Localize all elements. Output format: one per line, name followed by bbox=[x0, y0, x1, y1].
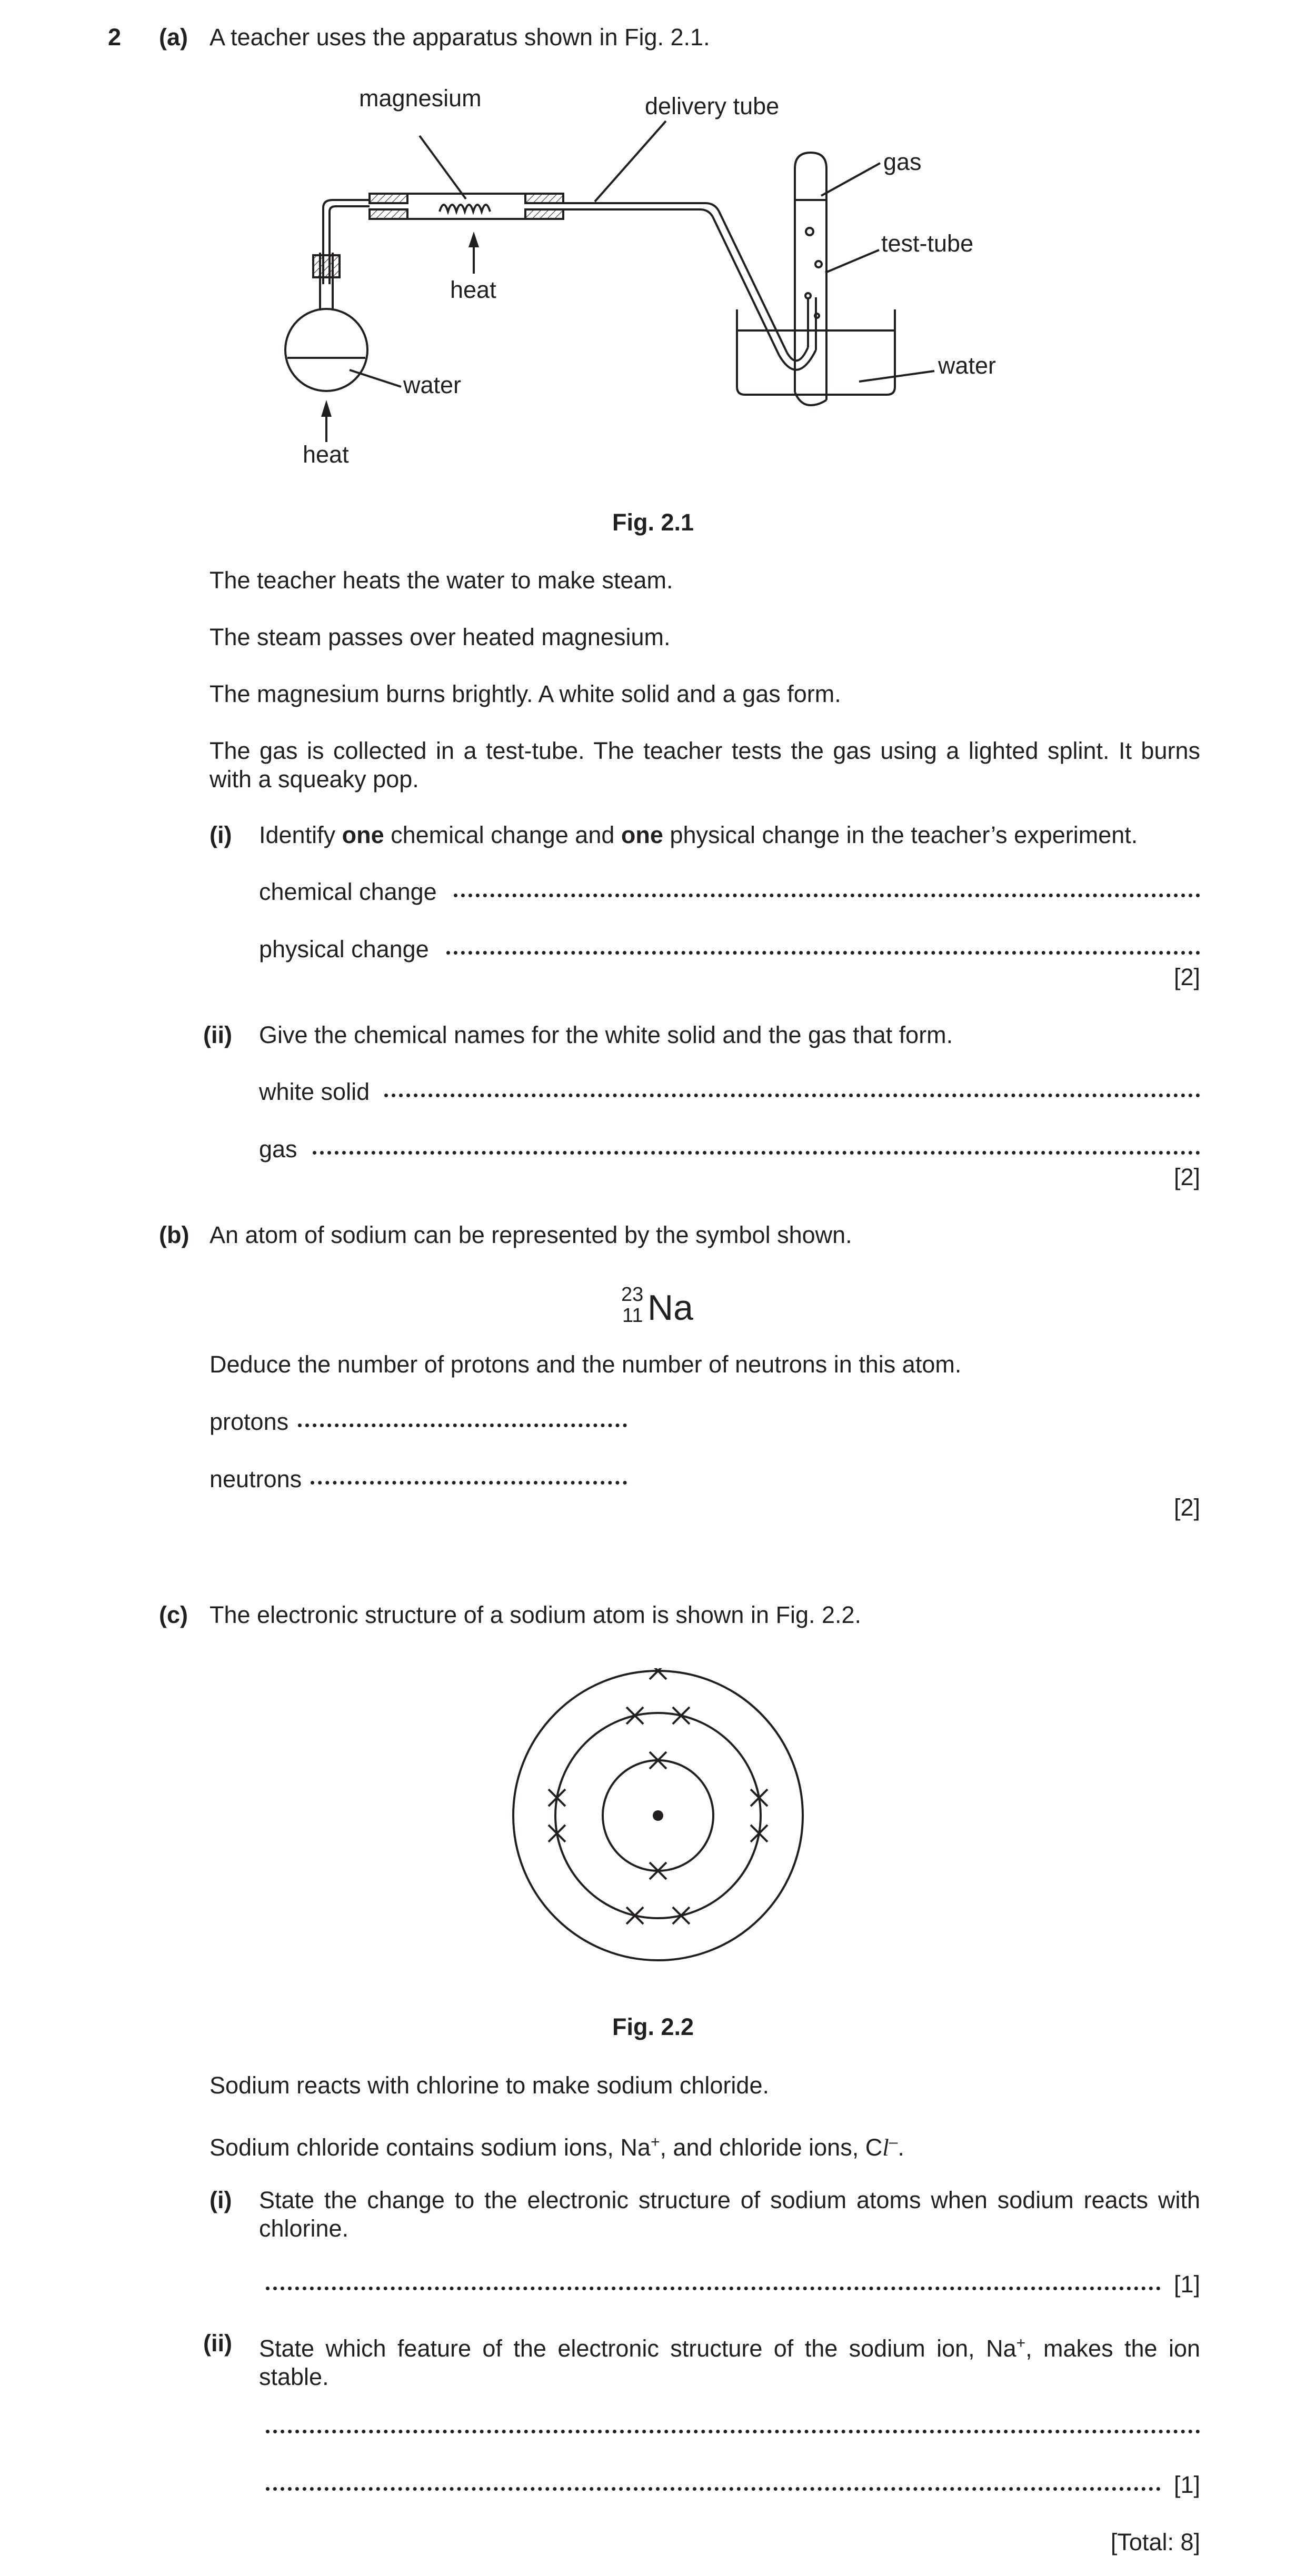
paragraph-steam: The teacher heats the water to make steam. bbox=[210, 567, 673, 594]
part-a-ii-question: Give the chemical names for the white solid and the gas that form. bbox=[259, 1021, 953, 1048]
fig-2-2-caption: Fig. 2.2 bbox=[612, 2013, 694, 2040]
part-a-i-label: (i) bbox=[210, 821, 232, 848]
atomic-number: 11 bbox=[622, 1305, 643, 1327]
magnesium-coil bbox=[440, 205, 490, 212]
part-a-ii-label: (ii) bbox=[203, 1021, 232, 1048]
part-b-intro: An atom of sodium can be represented by the symbol shown. bbox=[210, 1221, 852, 1248]
part-b-label: (b) bbox=[159, 1221, 190, 1248]
gas-label: gas bbox=[259, 1136, 297, 1162]
part-c-intro: The electronic structure of a sodium atom is shown in Fig. 2.2. bbox=[210, 1601, 862, 1628]
label-delivery-tube: delivery tube bbox=[645, 93, 780, 119]
chemical-change-answer-line[interactable] bbox=[454, 894, 1200, 897]
paragraph-gas-test: The gas is collected in a test-tube. The teacher tests the gas using a lighted splint. It burns with a squeaky pop. bbox=[210, 737, 1200, 793]
white-solid-answer-line[interactable] bbox=[384, 1094, 1200, 1097]
part-c-ii-answer-line-2[interactable] bbox=[266, 2487, 1161, 2491]
part-c-para1: Sodium reacts with chlorine to make sodium chloride. bbox=[210, 2072, 769, 2099]
chemical-change-label: chemical change bbox=[259, 878, 437, 905]
white-solid-label: white solid bbox=[259, 1078, 370, 1105]
part-c-i-question: State the change to the electronic structure of sodium atoms when sodium reacts with chlorine. bbox=[259, 2187, 1200, 2242]
question-number: 2 bbox=[108, 24, 122, 51]
element-symbol: Na bbox=[647, 1288, 693, 1328]
neutrons-answer-line[interactable] bbox=[311, 1481, 627, 1485]
part-c-para2: Sodium chloride contains sodium ions, Na+, and chloride ions, Cl–. bbox=[210, 2133, 904, 2161]
electron-cross bbox=[673, 1707, 690, 1724]
label-heat-bottom: heat bbox=[303, 441, 349, 468]
part-c-ii-answer-line-1[interactable] bbox=[266, 2430, 1200, 2433]
label-heat-top: heat bbox=[450, 276, 496, 303]
fig-2-1-caption: Fig. 2.1 bbox=[612, 509, 694, 536]
part-b-question: Deduce the number of protons and the number of neutrons in this atom. bbox=[210, 1351, 962, 1378]
label-magnesium: magnesium bbox=[359, 85, 482, 112]
sodium-electron-shell-diagram bbox=[511, 1668, 805, 1963]
electron-cross bbox=[626, 1907, 643, 1924]
part-c-i-marks: [1] bbox=[1173, 2271, 1200, 2298]
paragraph-burns: The magnesium burns brightly. A white solid and a gas form. bbox=[210, 680, 841, 707]
apparatus-diagram bbox=[253, 74, 1053, 474]
label-water-trough: water bbox=[938, 352, 996, 379]
total-marks: [Total: 8] bbox=[1110, 2529, 1200, 2555]
part-c-label: (c) bbox=[159, 1601, 188, 1628]
part-a-i-marks: [2] bbox=[1173, 964, 1200, 990]
part-a-ii-marks: [2] bbox=[1173, 1164, 1200, 1190]
protons-label: protons bbox=[210, 1408, 289, 1435]
gas-answer-line[interactable] bbox=[313, 1151, 1200, 1155]
electron-cross bbox=[626, 1707, 643, 1724]
part-c-ii-question: State which feature of the electronic structure of the sodium ion, Na+, makes the ion stable. bbox=[259, 2334, 1200, 2390]
part-c-ii-label: (ii) bbox=[203, 2330, 232, 2357]
mass-number: 23 bbox=[621, 1284, 644, 1306]
label-test-tube: test-tube bbox=[881, 230, 974, 257]
part-c-i-label: (i) bbox=[210, 2187, 232, 2213]
label-water-flask: water bbox=[403, 372, 462, 398]
part-c-ii-marks: [1] bbox=[1173, 2471, 1200, 2498]
sodium-nuclide-symbol bbox=[619, 1284, 698, 1331]
part-a-label: (a) bbox=[159, 24, 188, 51]
bung-left bbox=[370, 194, 407, 203]
nucleus bbox=[653, 1810, 663, 1821]
test-tube bbox=[795, 153, 826, 400]
round-bottom-flask bbox=[285, 309, 367, 391]
part-a-intro: A teacher uses the apparatus shown in Fig. 2.1. bbox=[210, 24, 710, 51]
part-b-marks: [2] bbox=[1173, 1494, 1200, 1521]
protons-answer-line[interactable] bbox=[298, 1424, 627, 1427]
electron-cross bbox=[650, 1668, 666, 1679]
label-gas: gas bbox=[883, 148, 922, 175]
electron-cross bbox=[673, 1907, 690, 1924]
physical-change-answer-line[interactable] bbox=[446, 951, 1200, 955]
bung-right bbox=[525, 194, 563, 203]
part-c-i-answer-line[interactable] bbox=[266, 2287, 1161, 2290]
part-a-i-question: Identify one chemical change and one physical change in the teacher’s experiment. bbox=[259, 821, 1138, 848]
neutrons-label: neutrons bbox=[210, 1466, 302, 1492]
paragraph-passes: The steam passes over heated magnesium. bbox=[210, 624, 671, 650]
physical-change-label: physical change bbox=[259, 936, 429, 963]
